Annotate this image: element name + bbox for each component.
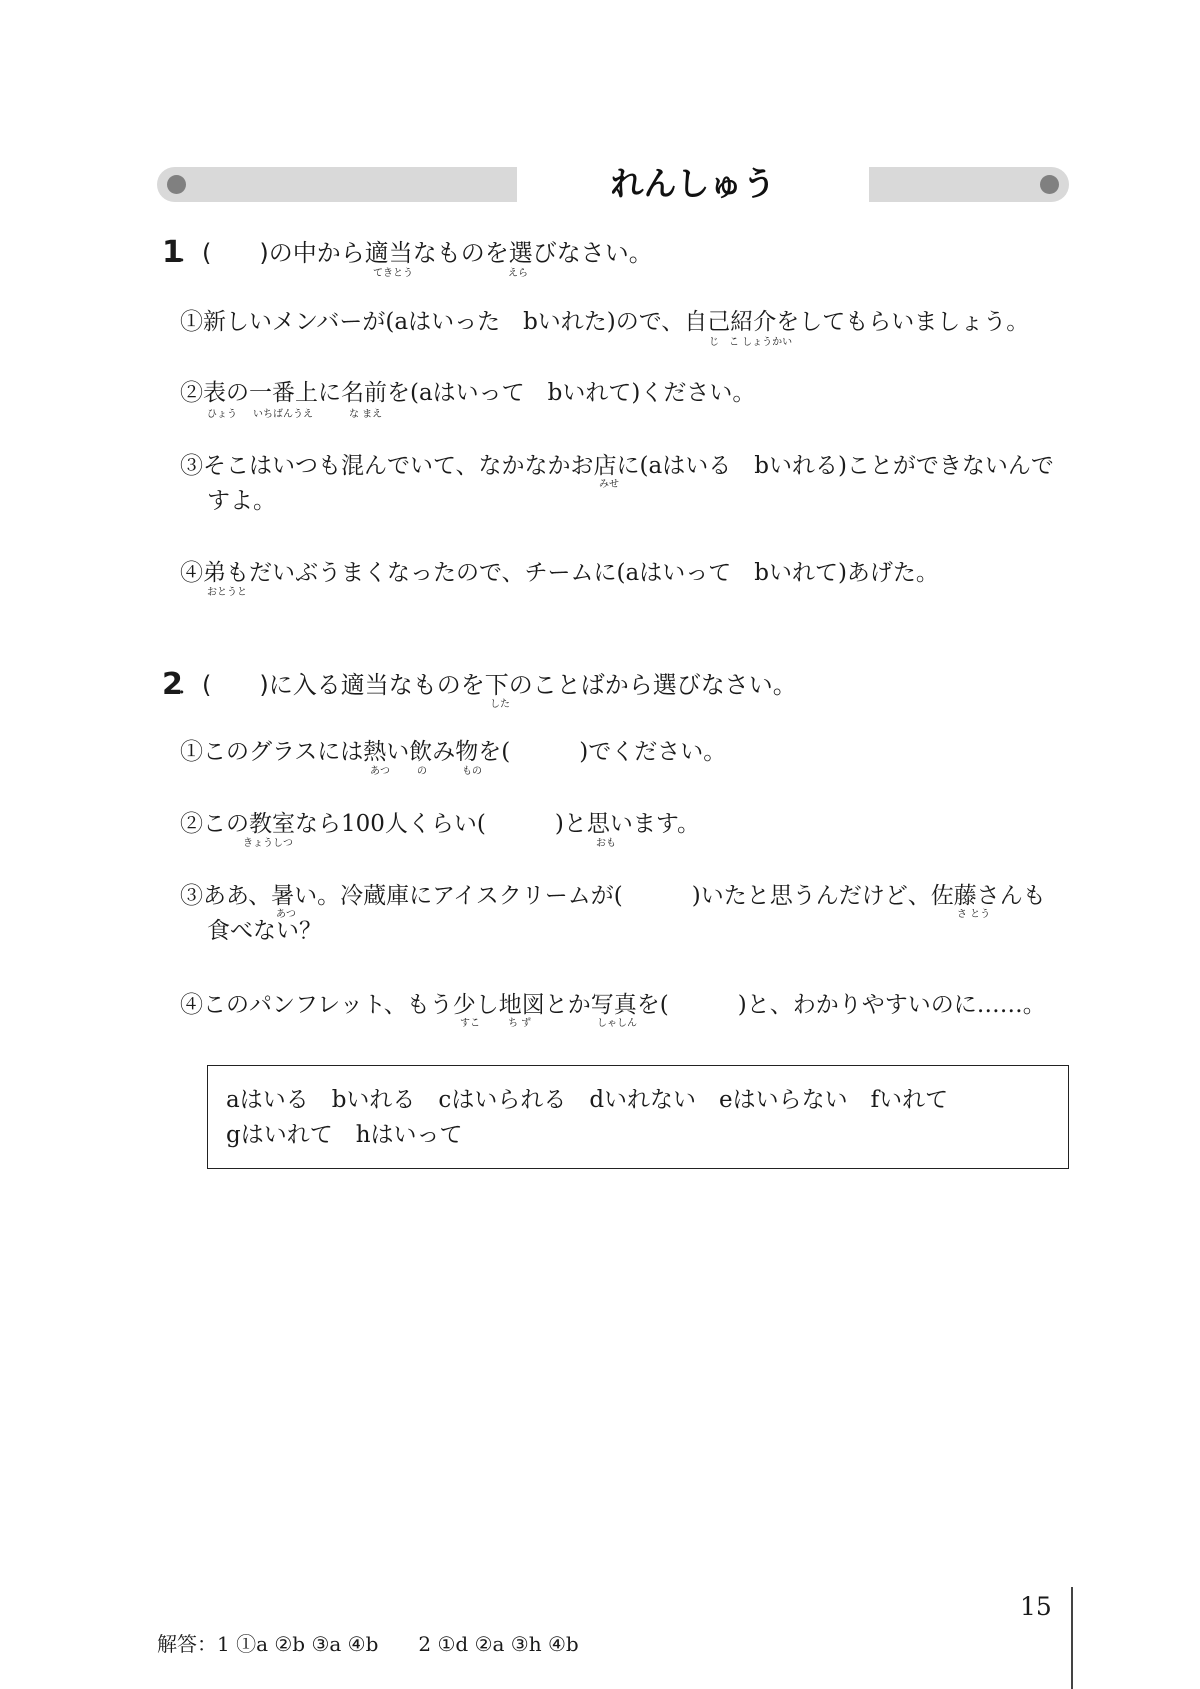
s2-q3-furigana-atsu: あつ	[276, 909, 296, 920]
s1-q3-furigana-mise: みせ	[599, 479, 619, 490]
s1-q4-furigana-otouto: おとうと	[207, 587, 247, 598]
s1-question-1: ①新しいメンバーが(aはいった bいれた)ので、自己紹介をしてもらいましょう。	[180, 309, 1030, 335]
s2-q1-furigana-no: の	[417, 766, 427, 777]
s1-q1-furigana: じ こ しょうかい	[709, 337, 793, 348]
word-choice-line-2: gはいれて hはいって	[226, 1122, 463, 1148]
s2-q1-furigana-atsu: あつ	[370, 766, 390, 777]
title-bar-left-dot	[167, 175, 186, 194]
section1-number: 1	[162, 235, 183, 270]
section2-instruction: ．( )に入る適当なものを下のことばから選びなさい。	[178, 671, 797, 699]
s2-q3-furigana-satou: さ とう	[957, 909, 991, 920]
section1-furigana-tekitou: てきとう	[373, 268, 413, 279]
answer-key: 解答：1 ①a ②b ③a ④b 2 ①d ②a ③h ④b	[157, 1632, 579, 1656]
s2-q4-furigana-chizu: ち ず	[508, 1018, 532, 1029]
section1-instruction: ．( )の中から適当なものを選びなさい。	[178, 239, 653, 267]
s2-q1-furigana-mono: もの	[462, 766, 482, 777]
s2-q2-furigana-kyoushitsu: きょうしつ	[243, 838, 293, 849]
page-number: 15	[1020, 1592, 1052, 1621]
s2-question-4: ④このパンフレット、もう少し地図とか写真を( )と、わかりやすいのに……。	[180, 992, 1046, 1018]
s1-question-3-cont: すよ。	[207, 488, 276, 514]
s2-question-3: ③ああ、暑い。冷蔵庫にアイスクリームが( )いたと思うんだけど、佐藤さんも	[180, 883, 1046, 909]
title-bar-right-dot	[1040, 175, 1059, 194]
section2-number: 2	[162, 667, 183, 702]
s2-question-1: ①このグラスには熱い飲み物を( )でください。	[180, 739, 727, 765]
word-choice-line-1: aはいる bいれる cはいられる dいれない eはいらない fいれて	[226, 1087, 949, 1113]
s1-question-2: ②表の一番上に名前を(aはいって bいれて)ください。	[180, 380, 756, 406]
section2-furigana-shita: した	[490, 699, 510, 710]
page-title: れんしゅう	[610, 164, 776, 203]
s1-question-4: ④弟もだいぶうまくなったので、チームに(aはいって bいれて)あげた。	[180, 560, 939, 586]
s1-q2-furigana-ichibanue: いちばんうえ	[253, 409, 313, 420]
title-bar	[157, 164, 1069, 203]
s2-q4-furigana-suko: すこ	[460, 1018, 480, 1029]
s2-q2-furigana-omo: おも	[596, 838, 616, 849]
s2-q4-furigana-shashin: しゃしん	[597, 1018, 637, 1029]
page-rule	[1071, 1587, 1073, 1689]
s1-question-3: ③そこはいつも混んでいて、なかなかお店に(aはいる bいれる)ことができないんで	[180, 453, 1054, 479]
s2-question-2: ②この教室なら100人くらい( )と思います。	[180, 811, 701, 837]
s1-q2-furigana-namae: な まえ	[349, 409, 383, 420]
section1-furigana-era: えら	[508, 268, 528, 279]
word-choice-box	[207, 1065, 1069, 1169]
s2-question-3-cont: 食べない？	[207, 918, 322, 944]
s1-q2-furigana-hyou: ひょう	[207, 409, 237, 420]
